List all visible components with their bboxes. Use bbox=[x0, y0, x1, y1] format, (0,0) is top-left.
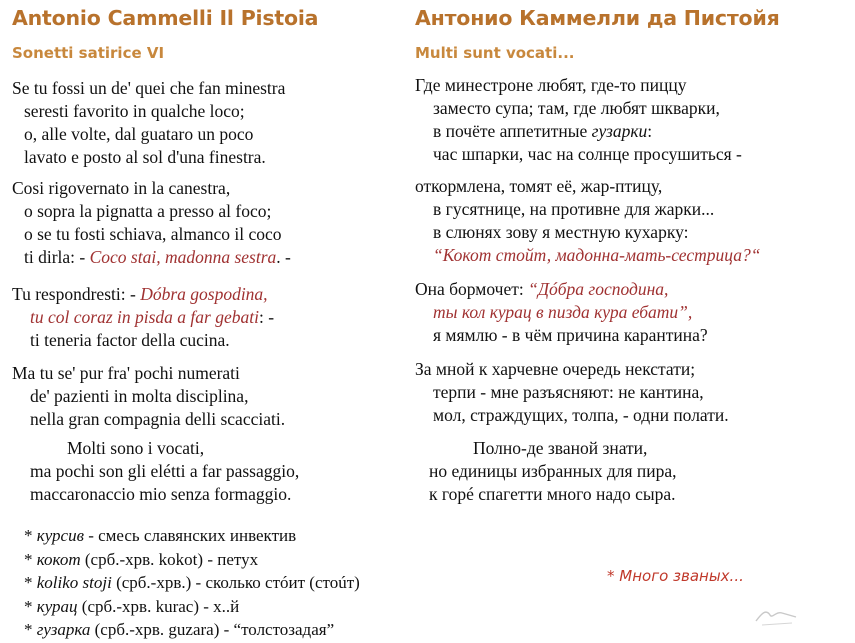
text-segment: ma pochi son gli elétti a far passaggio, bbox=[30, 461, 300, 481]
verse-line bbox=[415, 198, 760, 221]
verse-line bbox=[12, 223, 291, 246]
text-segment: час шпарки, час на солнце просушиться - bbox=[433, 144, 742, 164]
verse-line bbox=[12, 460, 299, 483]
verse-line bbox=[12, 437, 299, 460]
text-segment: гузарка bbox=[36, 620, 91, 639]
left-subtitle: Sonetti satirice VI bbox=[12, 44, 165, 62]
text-segment: (срб.-хрв. kurac) - х..й bbox=[77, 596, 240, 616]
verse-line bbox=[12, 385, 285, 408]
verse-line bbox=[12, 77, 285, 100]
stanza bbox=[415, 74, 742, 166]
verse-line bbox=[415, 324, 708, 347]
text-segment: Tu respondresti: - bbox=[12, 284, 141, 304]
footnote-item bbox=[24, 524, 360, 548]
verse-line bbox=[415, 120, 742, 143]
stanza bbox=[12, 77, 285, 169]
footnote-item bbox=[24, 571, 360, 595]
stanza bbox=[12, 177, 291, 269]
verse-line bbox=[12, 200, 291, 223]
verse-line bbox=[415, 358, 729, 381]
verse-line bbox=[12, 123, 285, 146]
text-segment: ti teneria factor della cucina. bbox=[30, 330, 230, 350]
verse-line bbox=[415, 221, 760, 244]
text-segment: я мямлю - в чём причина карантина? bbox=[433, 325, 708, 345]
text-segment: lavato e posto al sol d'una finestra. bbox=[24, 147, 266, 167]
verse-line bbox=[415, 278, 708, 301]
verse-line bbox=[415, 97, 742, 120]
text-segment: в слюнях зову я местную кухарку: bbox=[433, 222, 689, 242]
text-segment: “Дóбра господина, bbox=[528, 279, 669, 299]
verse-line bbox=[12, 283, 274, 306]
verse-line bbox=[12, 146, 285, 169]
text-segment: (срб.-хрв.) - сколько стóит (стоúт) bbox=[111, 573, 360, 592]
stanza bbox=[12, 437, 299, 506]
text-segment: терпи - мне разъясняют: не кантина, bbox=[433, 382, 704, 402]
text-segment: курац bbox=[36, 596, 78, 616]
text-segment: * bbox=[24, 596, 37, 616]
text-segment: курсив bbox=[36, 526, 84, 545]
text-segment: Где минестроне любят, где-то пиццу bbox=[415, 75, 687, 95]
text-segment: Она бормочет: bbox=[415, 279, 529, 299]
text-segment: в почёте аппетитные bbox=[433, 121, 592, 141]
text-segment: Se tu fossi un de' quei che fan minestra bbox=[12, 78, 286, 98]
verse-line bbox=[415, 74, 742, 97]
verse-line bbox=[415, 404, 729, 427]
verse-line bbox=[12, 362, 285, 385]
text-segment: к горé спагетти много надо сыра. bbox=[429, 484, 676, 504]
stanza bbox=[12, 362, 285, 431]
text-segment: de' pazienti in molta disciplina, bbox=[30, 386, 249, 406]
text-segment: * bbox=[24, 549, 37, 569]
stanza bbox=[12, 283, 274, 352]
text-segment: кокот bbox=[36, 549, 81, 569]
text-segment: : bbox=[647, 121, 653, 141]
verse-line bbox=[12, 100, 285, 123]
verse-line bbox=[12, 483, 299, 506]
footnote-item bbox=[24, 595, 360, 619]
footnote-right: * Много званых... bbox=[607, 567, 744, 585]
stanza bbox=[415, 358, 729, 427]
verse-line bbox=[12, 329, 274, 352]
stanza bbox=[415, 437, 677, 506]
text-segment: в гусятнице, на противне для жарки... bbox=[433, 199, 715, 219]
text-segment: Molti sono i vocati, bbox=[67, 438, 205, 458]
verse-line bbox=[12, 306, 274, 329]
text-segment: . - bbox=[276, 247, 291, 267]
text-segment: o, alle volte, dal guataro un poco bbox=[24, 124, 254, 144]
footnote-item bbox=[24, 618, 360, 642]
verse-line bbox=[415, 460, 677, 483]
right-subtitle: Multi sunt vocati... bbox=[415, 44, 575, 62]
text-segment: (срб.-хрв. kokot) - петух bbox=[80, 549, 259, 569]
verse-line bbox=[415, 175, 760, 198]
text-segment: (срб.-хрв. guzara) - “толстозадая” bbox=[90, 620, 335, 639]
stanza bbox=[415, 278, 708, 347]
signature-icon bbox=[752, 603, 802, 629]
verse-line bbox=[12, 246, 291, 269]
verse-line bbox=[415, 301, 708, 324]
text-segment: но единицы избранных для пира, bbox=[429, 461, 677, 481]
text-segment: ti dirla: - bbox=[24, 247, 90, 267]
verse-line bbox=[12, 177, 291, 200]
text-segment: : - bbox=[258, 307, 275, 327]
footnote-item bbox=[24, 548, 360, 572]
text-segment: Cosi rigovernato in la canestra, bbox=[12, 178, 231, 198]
text-segment: * bbox=[24, 526, 37, 545]
text-segment: Coco stai, madonna sestra bbox=[89, 247, 277, 267]
text-segment: koliko stoji bbox=[36, 573, 112, 592]
text-segment: Dóbra gospodina, bbox=[140, 284, 268, 304]
verse-line bbox=[415, 244, 760, 267]
text-segment: * bbox=[24, 573, 37, 592]
text-segment: заместо супа; там, где любят шкварки, bbox=[433, 98, 720, 118]
text-segment: seresti favorito in qualche loco; bbox=[24, 101, 245, 121]
text-segment: ты кол курац в пизда кура ебати”, bbox=[433, 302, 693, 322]
text-segment: nella gran compagnia delli scacciati. bbox=[30, 409, 286, 429]
text-segment: o sopra la pignatta a presso al foco; bbox=[24, 201, 272, 221]
text-segment: * bbox=[24, 620, 37, 639]
text-segment: - смесь славянских инвектив bbox=[83, 526, 297, 545]
text-segment: Ma tu se' pur fra' pochi numerati bbox=[12, 363, 240, 383]
text-segment: “Кокот стойт, мадонна-мать-сестрица?“ bbox=[433, 245, 761, 265]
left-title: Antonio Cammelli Il Pistoia bbox=[12, 6, 319, 30]
right-title: Антонио Каммелли да Пистойя bbox=[415, 6, 780, 30]
verse-line bbox=[12, 408, 285, 431]
text-segment: maccaronaccio mio senza formaggio. bbox=[30, 484, 292, 504]
text-segment: За мной к харчевне очередь некстати; bbox=[415, 359, 696, 379]
text-segment: гузарки bbox=[591, 121, 648, 141]
text-segment: мол, страждущих, толпа, - одни полати. bbox=[433, 405, 729, 425]
verse-line bbox=[415, 143, 742, 166]
text-segment: tu col coraz in pisda a far gebati bbox=[30, 307, 259, 327]
footnotes-list bbox=[24, 524, 360, 642]
verse-line bbox=[415, 483, 677, 506]
text-segment: o se tu fosti schiava, almanco il coco bbox=[24, 224, 282, 244]
stanza bbox=[415, 175, 760, 267]
verse-line bbox=[415, 381, 729, 404]
text-segment: откормлена, томят её, жар-птицу, bbox=[415, 176, 663, 196]
verse-line bbox=[415, 437, 677, 460]
text-segment: Полно-де званой знати, bbox=[473, 438, 648, 458]
